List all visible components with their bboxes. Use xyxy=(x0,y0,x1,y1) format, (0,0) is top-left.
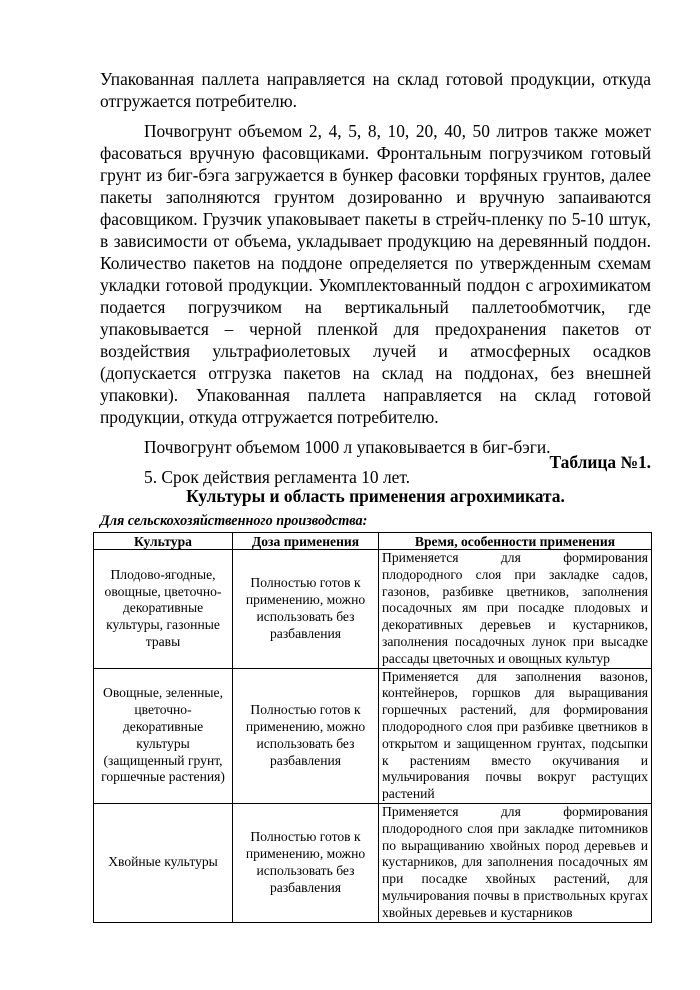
cell-crop: Плодово-ягодные, овощные, цветочно-декоративные культуры, газонные травы xyxy=(94,550,233,669)
paragraph-validity-term: 5. Срок действия регламента 10 лет. xyxy=(144,467,410,487)
body-text xyxy=(100,68,651,488)
header-crop: Культура xyxy=(94,533,233,550)
cell-usage: Применяется для заполнения вазонов, контейнеров, горшков для выращивания горшечных растений, для формирования плодородного слоя при разбивке цветников в открытом и защищенном грунтах, подсыпки к растениям вместо окучивания и мульчирования почвы вокруг растущих растений xyxy=(379,668,652,803)
header-usage: Время, особенности применения xyxy=(379,533,652,550)
paragraph-big-bag: Почвогрунт объемом 1000 л упаковывается в биг-бэги. xyxy=(144,437,551,457)
table-row xyxy=(94,668,652,803)
cell-dose: Полностью готов к применению, можно использовать без разбавления xyxy=(233,803,379,922)
cell-dose: Полностью готов к применению, можно использовать без разбавления xyxy=(233,668,379,803)
table-header-row xyxy=(94,533,652,550)
paragraph-manual-packing: Почвогрунт объемом 2, 4, 5, 8, 10, 20, 40, 50 литров также может фасоваться вручную фасовщиками. Фронтальным погрузчиком готовый грунт из биг-бэга загружается в бункер фасовки торфяных грунтов, далее пакеты заполняются грунтом дозированно и вручную запаиваются фасовщиком. Грузчик упаковывает пакеты в стрейч-пленку по 5-10 штук, в зависимости от объема, укладывает продукцию на деревянный поддон. Количество пакетов на поддоне определяется по утвержденным схемам укладки готовой продукции. Укомплектованный поддон с агрохимикатом подается погрузчиком на вертикальный паллетообмотчик, где упаковывается – черной пленкой для предохранения пакетов от воздействия ультрафиолетовых лучей и атмосферных осадков (допускается отгрузка пакетов на склад на поддонах, без внешней упаковки). Упакованная паллета направляется на склад готовой продукции, откуда отгружается потребителю. xyxy=(100,121,651,427)
cell-crop: Хвойные культуры xyxy=(94,803,233,922)
table-number: Таблица №1. xyxy=(549,452,651,472)
cell-dose: Полностью готов к применению, можно использовать без разбавления xyxy=(233,550,379,669)
header-dose: Доза применения xyxy=(233,533,379,550)
cell-usage: Применяется для формирования плодородного слоя при закладке питомников по выращиванию хвойных пород деревьев и кустарников, для заполнения посадочных ям при посадке хвойных растений, для мульчирования почвы в приствольных кругах хвойных деревьев и кустарников xyxy=(379,803,652,922)
paragraph-pallet-shipping: Упакованная паллета направляется на склад готовой продукции, откуда отгружается потребителю. xyxy=(100,69,651,111)
table-title: Культуры и область применения агрохимиката. xyxy=(186,486,565,506)
cell-crop: Овощные, зеленные, цветочно-декоративные культуры (защищенный грунт, горшечные растения) xyxy=(94,668,233,803)
table-row xyxy=(94,803,652,922)
table-row xyxy=(94,550,652,669)
table-subtitle: Для сельскохозяйственного производства: xyxy=(100,513,368,529)
crops-table xyxy=(93,532,652,923)
cell-usage: Применяется для формирования плодородного слоя при закладке садов, газонов, разбивке цветников, заполнения посадочных ям при посадке плодовых и декоративных деревьев и кустарников, заполнения посадочных лунок при высадке рассады цветочных и овощных культур xyxy=(379,550,652,669)
